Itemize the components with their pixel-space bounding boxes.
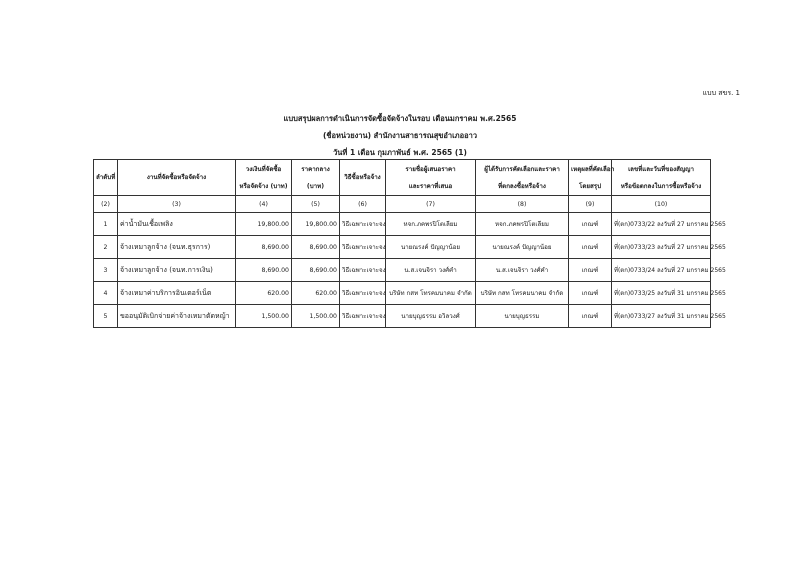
row-median: 8,690.00 bbox=[292, 236, 340, 259]
column-number: (8) bbox=[476, 196, 569, 213]
row-method: วิธีเฉพาะเจาะจง bbox=[340, 213, 386, 236]
column-number: (5) bbox=[292, 196, 340, 213]
row-work: จ้างเหมาค่าบริการอินเตอร์เน็ต bbox=[118, 282, 236, 305]
header-method: วิธีซื้อหรือจ้าง bbox=[340, 160, 386, 196]
header-median: ราคากลาง (บาท) bbox=[292, 160, 340, 196]
row-contract: ที่(ตก)0733/23 ลงวันที่ 27 มกราคม 2565 bbox=[612, 236, 711, 259]
table-row bbox=[94, 305, 711, 328]
row-budget: 19,800.00 bbox=[236, 213, 292, 236]
column-number: (9) bbox=[569, 196, 612, 213]
procurement-table bbox=[93, 159, 726, 328]
row-no: 4 bbox=[94, 282, 118, 305]
row-work: จ้างเหมาลูกจ้าง (จนท.การเงิน) bbox=[118, 259, 236, 282]
row-bidder: น.ส.เจนจิรา วงศ์คำ bbox=[386, 259, 476, 282]
row-work: ขออนุมัติเบิกจ่ายค่าจ้างเหมาตัดหญ้า bbox=[118, 305, 236, 328]
row-method: วิธีเฉพาะเจาะจง bbox=[340, 236, 386, 259]
row-median: 19,800.00 bbox=[292, 213, 340, 236]
header-no: ลำดับที่ bbox=[94, 160, 118, 196]
row-budget: 620.00 bbox=[236, 282, 292, 305]
table-row bbox=[94, 259, 711, 282]
report-date: วันที่ 1 เดือน กุมภาพันธ์ พ.ศ. 2565 (1) bbox=[333, 148, 467, 157]
row-no: 5 bbox=[94, 305, 118, 328]
row-budget: 8,690.00 bbox=[236, 236, 292, 259]
row-contract: ที่(ตก)0733/24 ลงวันที่ 27 มกราคม 2565 bbox=[612, 259, 711, 282]
column-number-row bbox=[94, 196, 711, 213]
row-reason: เกณฑ์ bbox=[569, 236, 612, 259]
row-bidder: นายบุญธรรม อวิลวงศ์ bbox=[386, 305, 476, 328]
row-reason: เกณฑ์ bbox=[569, 305, 612, 328]
row-contract: ที่(ตก)0733/22 ลงวันที่ 27 มกราคม 2565 bbox=[612, 213, 711, 236]
report-title: แบบสรุปผลการดำเนินการจัดซื้อจัดจ้างในรอบ เดือนมกราคม พ.ศ.2565 bbox=[283, 114, 517, 123]
column-number: (10) bbox=[612, 196, 711, 213]
header-row bbox=[94, 160, 711, 196]
row-reason: เกณฑ์ bbox=[569, 259, 612, 282]
row-no: 2 bbox=[94, 236, 118, 259]
column-number: (4) bbox=[236, 196, 292, 213]
row-winner: บริษัท กสท โทรคมนาคม จำกัด bbox=[476, 282, 569, 305]
column-number: (2) bbox=[94, 196, 118, 213]
column-number: (3) bbox=[118, 196, 236, 213]
table-row bbox=[94, 213, 711, 236]
row-no: 3 bbox=[94, 259, 118, 282]
agency-name: (ชื่อหน่วยงาน) สำนักงานสาธารณสุขอำเภออาว bbox=[322, 131, 478, 140]
row-contract: ที่(ตก)0733/25 ลงวันที่ 31 มกราคม 2565 bbox=[612, 282, 711, 305]
row-bidder: บริษัท กสท โทรคมนาคม จำกัด bbox=[386, 282, 476, 305]
row-reason: เกณฑ์ bbox=[569, 282, 612, 305]
row-budget: 8,690.00 bbox=[236, 259, 292, 282]
row-method: วิธีเฉพาะเจาะจง bbox=[340, 259, 386, 282]
row-winner: น.ส.เจนจิรา วงศ์คำ bbox=[476, 259, 569, 282]
row-winner: นายบุญธรรม bbox=[476, 305, 569, 328]
row-median: 620.00 bbox=[292, 282, 340, 305]
header-winner: ผู้ได้รับการคัดเลือกและราคา ที่ตกลงซื้อหรือจ้าง bbox=[476, 160, 569, 196]
table-row bbox=[94, 282, 711, 305]
row-reason: เกณฑ์ bbox=[569, 213, 612, 236]
row-median: 1,500.00 bbox=[292, 305, 340, 328]
header-work: งานที่จัดซื้อหรือจัดจ้าง bbox=[118, 160, 236, 196]
row-contract: ที่(ตก)0733/27 ลงวันที่ 31 มกราคม 2565 bbox=[612, 305, 711, 328]
row-bidder: หจก.ภคพรปิโตเลียม bbox=[386, 213, 476, 236]
column-number: (6) bbox=[340, 196, 386, 213]
row-budget: 1,500.00 bbox=[236, 305, 292, 328]
row-method: วิธีเฉพาะเจาะจง bbox=[340, 282, 386, 305]
row-work: จ้างเหมาลูกจ้าง (จนท.ธุรการ) bbox=[118, 236, 236, 259]
row-work: ค่าน้ำมันเชื้อเพลิง bbox=[118, 213, 236, 236]
header-budget: วงเงินที่จัดซื้อ หรือจัดจ้าง (บาท) bbox=[236, 160, 292, 196]
row-winner: หจก.ภคพรปิโตเลียม bbox=[476, 213, 569, 236]
header-contract: เลขที่และวันที่ของสัญญา หรือข้อตกลงในการซื้อหรือจ้าง bbox=[612, 160, 711, 196]
form-code: แบบ สขร. 1 bbox=[702, 89, 740, 97]
header-reason: เหตุผลที่คัดเลือก โดยสรุป bbox=[569, 160, 612, 196]
row-method: วิธีเฉพาะเจาะจง bbox=[340, 305, 386, 328]
column-number: (7) bbox=[386, 196, 476, 213]
row-median: 8,690.00 bbox=[292, 259, 340, 282]
row-no: 1 bbox=[94, 213, 118, 236]
row-winner: นายณรงค์ ปัญญาน้อย bbox=[476, 236, 569, 259]
header-bidders: รายชื่อผู้เสนอราคา และราคาที่เสนอ bbox=[386, 160, 476, 196]
table-row bbox=[94, 236, 711, 259]
row-bidder: นายณรงค์ ปัญญาน้อย bbox=[386, 236, 476, 259]
